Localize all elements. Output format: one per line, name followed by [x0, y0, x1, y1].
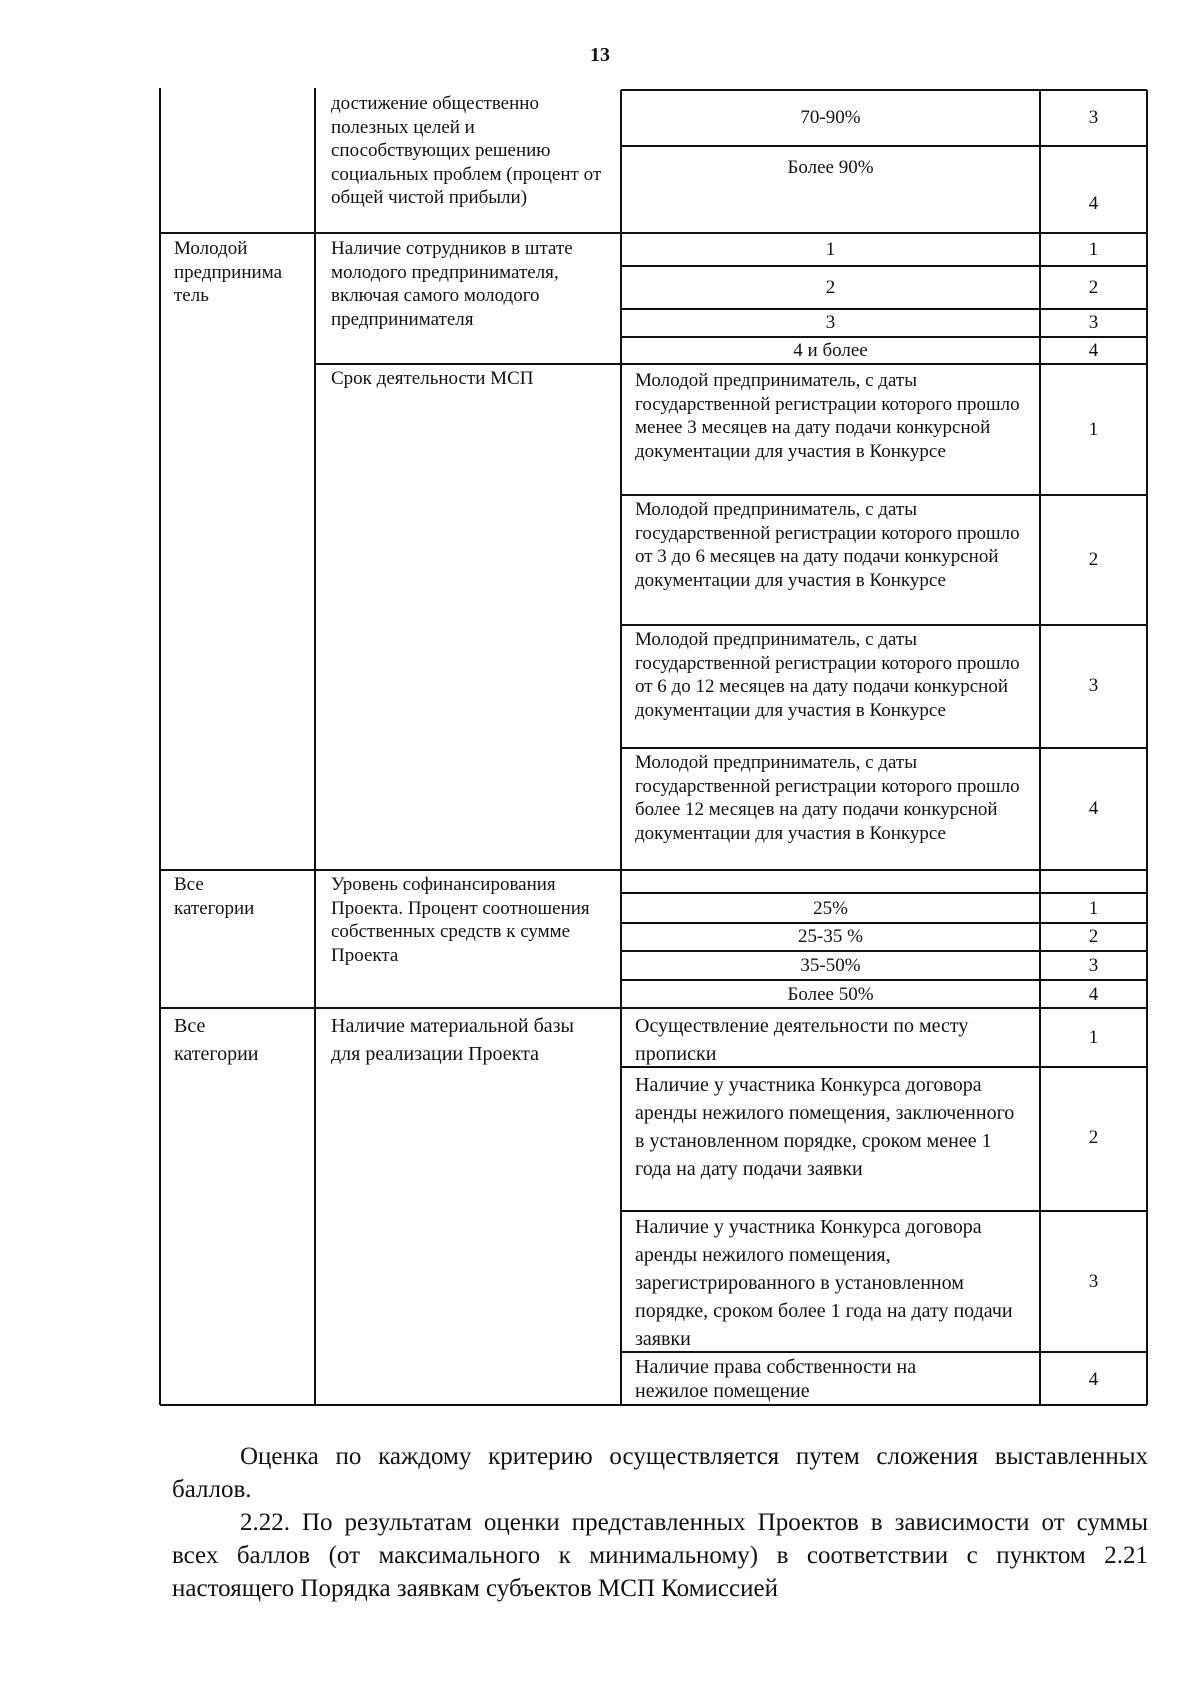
score-cell: 1 — [1088, 898, 1099, 919]
score-cell: 1 — [1088, 1027, 1099, 1048]
option-cell: Молодой предприниматель, с даты государственной регистрации которого прошло более 12 месяцев на дату подачи конкурсной документации для участия в Конкурсе — [635, 752, 1020, 844]
paragraph-2-22: 2.22. По результатам оценки представленных Проектов в зависимости от суммы всех баллов (от максимального к минимальному) в соответствии с пунктом 2.21 настоящего Порядка заявкам субъектов МСП Комиссией — [172, 1509, 1148, 1602]
option-cell: Более 90% — [787, 157, 874, 178]
score-cell: 1 — [1088, 239, 1099, 260]
criterion-cell: Наличие материальной базы для реализации Проекта — [331, 1015, 574, 1065]
score-cell: 3 — [1088, 1271, 1099, 1292]
score-cell: 2 — [1088, 1127, 1099, 1148]
option-cell: Молодой предприниматель, с даты государственной регистрации которого прошло от 3 до 6 месяцев на дату подачи конкурсной документации для участия в Конкурсе — [635, 499, 1020, 591]
criterion-cell: достижение общественно полезных целей и способствующих решению социальных проблем (процент от общей чистой прибыли) — [331, 93, 602, 208]
score-cell: 4 — [1088, 984, 1099, 1005]
score-cell: 4 — [1088, 340, 1099, 361]
category-cell: Все категории — [174, 874, 255, 919]
score-cell: 2 — [1088, 549, 1099, 570]
option-cell: 2 — [825, 277, 836, 298]
option-cell: 3 — [825, 312, 836, 333]
score-cell: 4 — [1088, 1369, 1099, 1390]
option-cell: Более 50% — [787, 984, 874, 1005]
category-cell: Молодой предпринима тель — [174, 238, 283, 306]
option-cell: 25-35 % — [798, 926, 863, 947]
score-cell: 3 — [1088, 107, 1099, 128]
score-cell: 3 — [1088, 312, 1099, 333]
paragraph-scoring: Оценка по каждому критерию осуществляется путем сложения выставленных баллов. — [172, 1443, 1148, 1503]
option-cell: 25% — [813, 898, 848, 919]
criterion-cell: Наличие сотрудников в штате молодого предпринимателя, включая самого молодого предпринимателя — [331, 238, 573, 330]
score-cell: 2 — [1088, 277, 1099, 298]
option-cell: 70-90% — [800, 107, 861, 128]
option-cell: Молодой предприниматель, с даты государственной регистрации которого прошло менее 3 месяцев на дату подачи конкурсной документации для участия в Конкурсе — [635, 370, 1020, 462]
option-cell: Наличие у участника Конкурса договора аренды нежилого помещения, зарегистрированного в установленном порядке, сроком более 1 года на дату подачи заявки — [635, 1216, 1013, 1350]
score-cell: 2 — [1088, 926, 1099, 947]
option-cell: Наличие у участника Конкурса договора аренды нежилого помещения, заключенного в установленном порядке, сроком менее 1 года на дату подачи заявки — [635, 1074, 1015, 1180]
score-cell: 4 — [1088, 193, 1099, 214]
option-cell: 1 — [825, 239, 836, 260]
category-cell: Все категории — [174, 1015, 259, 1065]
option-cell: Наличие права собственности на нежилое помещение — [635, 1356, 917, 1402]
option-cell: Молодой предприниматель, с даты государственной регистрации которого прошло от 6 до 12 месяцев на дату подачи конкурсной документации для участия в Конкурсе — [635, 629, 1020, 721]
page-number: 13 — [590, 44, 610, 66]
score-cell: 3 — [1088, 955, 1099, 976]
option-cell: 4 и более — [793, 340, 868, 361]
criterion-cell: Уровень софинансирования Проекта. Процент соотношения собственных средств к сумме Проекта — [331, 874, 590, 966]
option-cell: Осуществление деятельности по месту прописки — [635, 1015, 969, 1065]
score-cell: 4 — [1088, 798, 1099, 819]
score-cell: 3 — [1088, 675, 1099, 696]
option-cell: 35-50% — [800, 955, 861, 976]
criterion-cell: Срок деятельности МСП — [331, 368, 534, 389]
score-cell: 1 — [1088, 419, 1099, 440]
